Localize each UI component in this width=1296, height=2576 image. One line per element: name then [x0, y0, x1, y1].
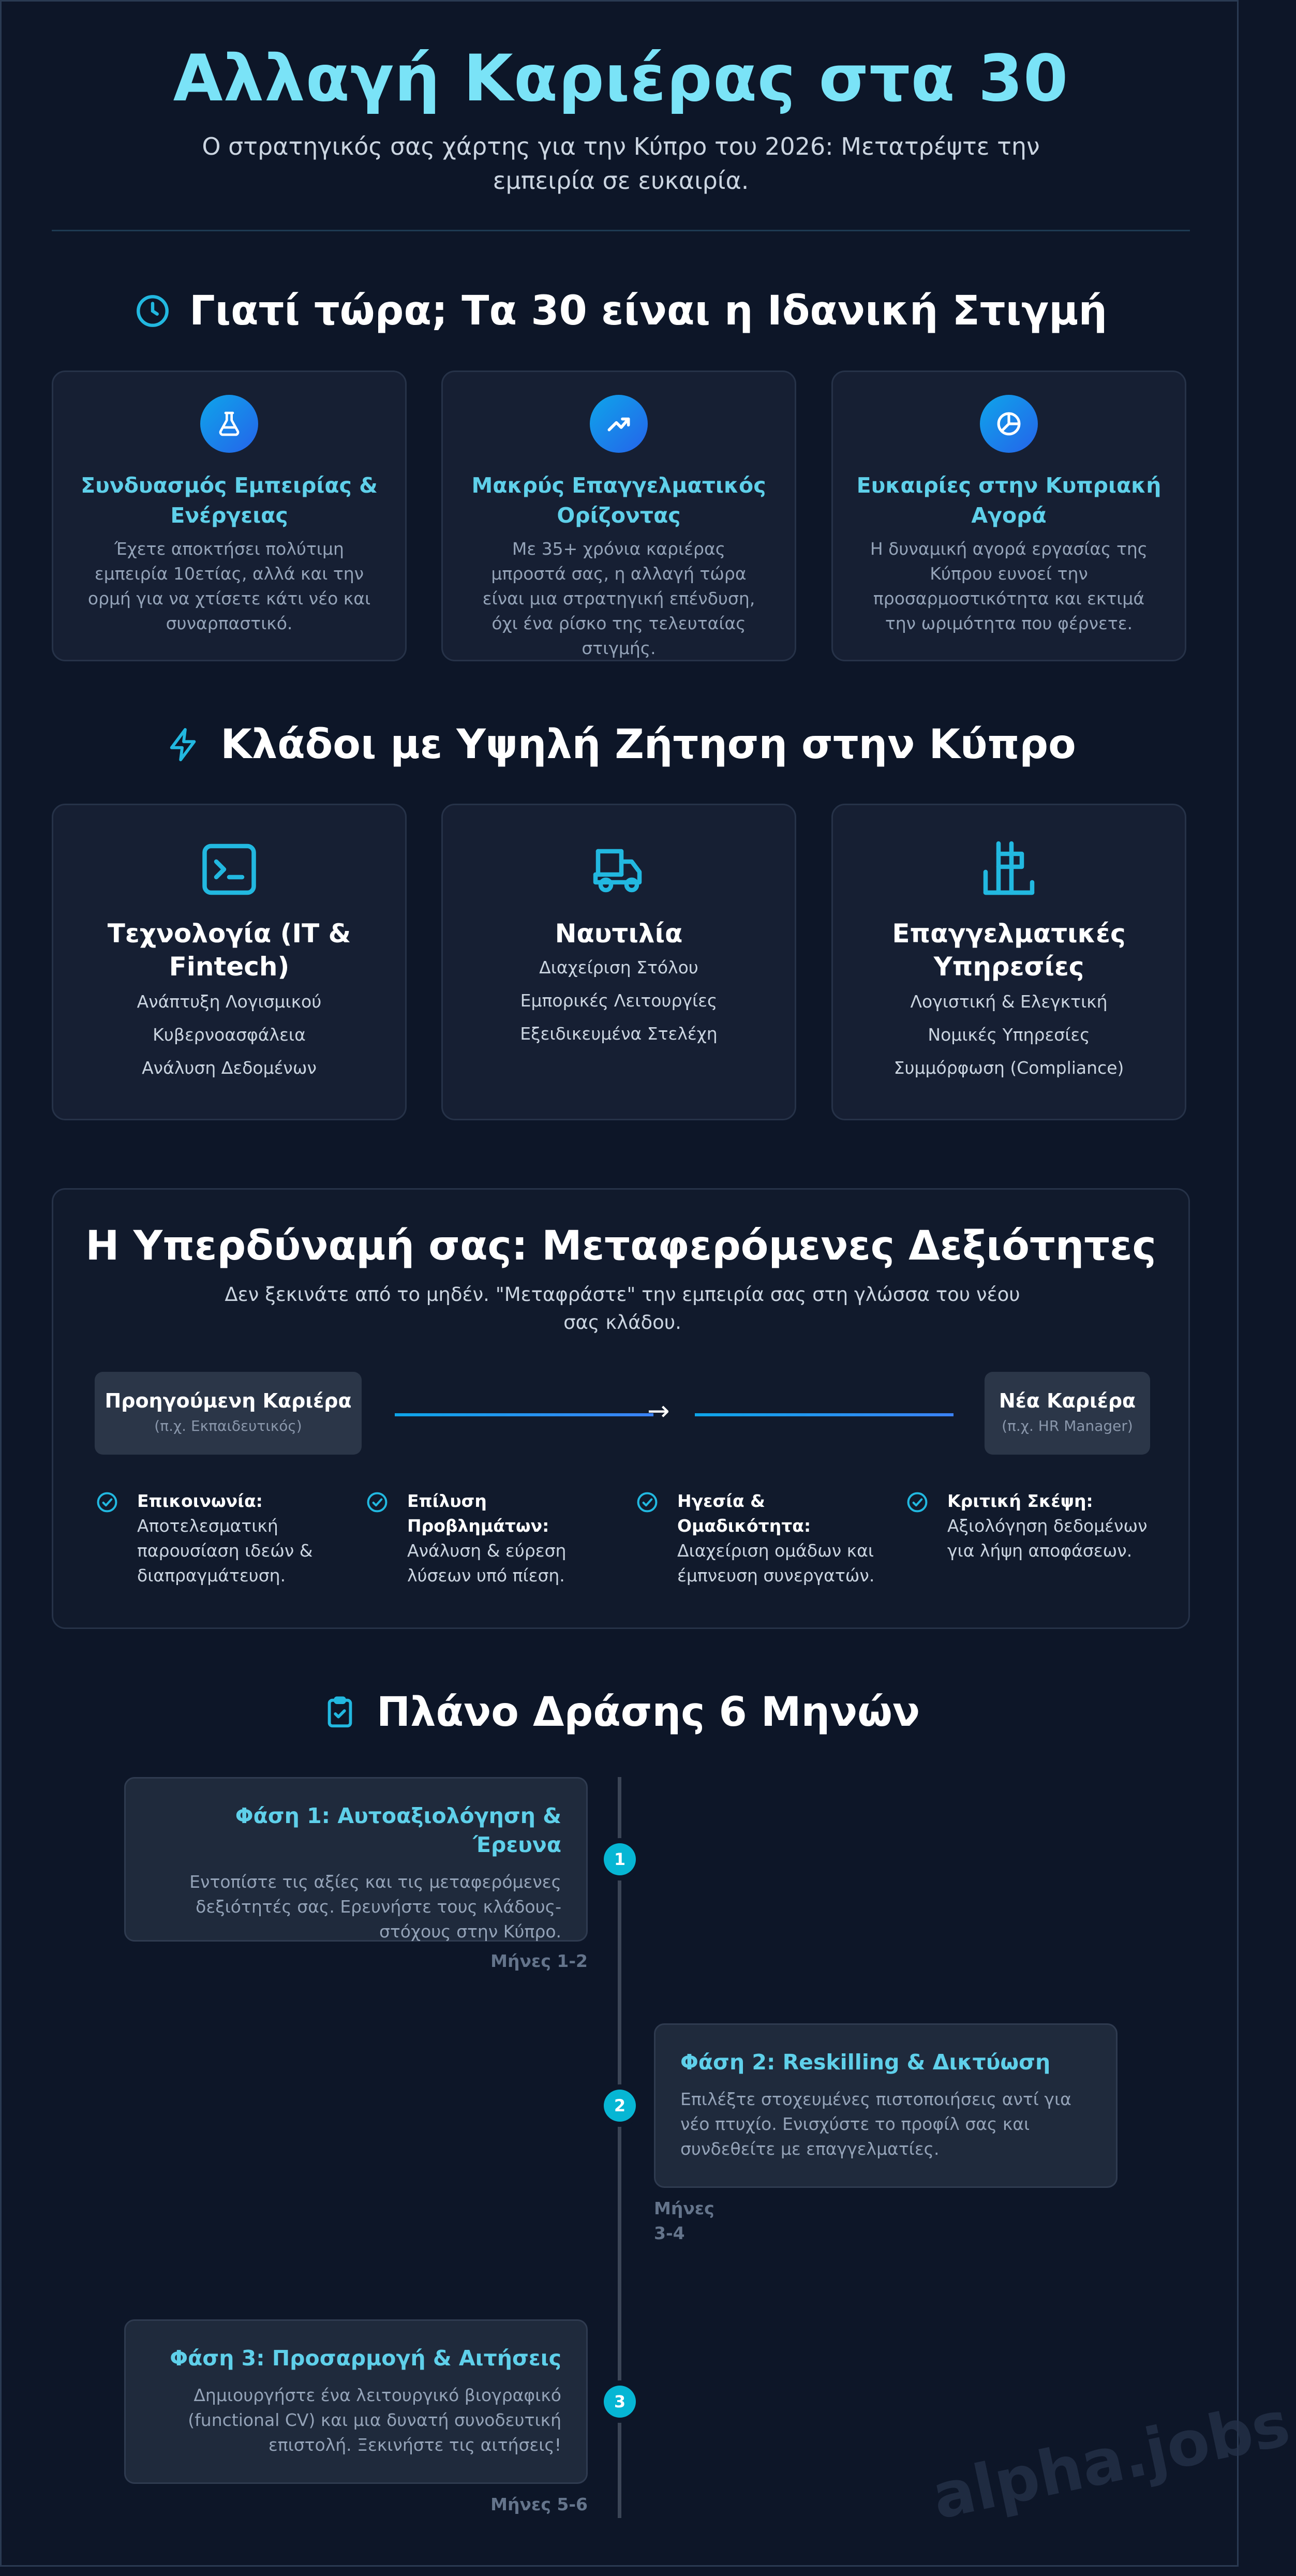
transition-arrow: → [647, 1396, 670, 1427]
sector-list [69, 985, 390, 1085]
previous-career-example: (π.χ. Εκπαιδευτικός) [154, 1417, 302, 1434]
skill-label: Κριτική Σκέψη: [947, 1491, 1093, 1511]
why-card-title: Ευκαιρίες στην Κυπριακή Αγορά [856, 473, 1161, 528]
why-card-text: Με 35+ χρόνια καριέρας μπροστά σας, η αλλαγή τώρα είναι μια στρατηγική επένδυση, όχι ένα ρίσκο της τελευταίας στιγμής. [482, 539, 755, 658]
transition-line-left [395, 1413, 653, 1416]
phase-months: Μήνες 5-6 [490, 2494, 588, 2514]
sector-item: Διαχείριση Στόλου [539, 957, 698, 978]
transferable-skills-card [52, 1188, 1190, 1629]
sector-item: Εξειδικευμένα Στελέχη [520, 1024, 718, 1044]
plan-heading [0, 1689, 1242, 1736]
check-circle-icon [636, 1491, 659, 1514]
clipboard-check-icon [322, 1694, 358, 1730]
phase-title: Φάση 2: Reskilling & Δικτύωση [680, 2050, 1051, 2075]
sector-item: Ανάπτυξη Λογισμικού [137, 991, 322, 1012]
plan-heading-text: Πλάνο Δράσης 6 Μηνών [376, 1689, 920, 1736]
skill-text: Αποτελεσματική παρουσίαση ιδεών & διαπραγμάτευση. [137, 1516, 313, 1586]
sector-item: Κυβερνοασφάλεια [153, 1025, 306, 1045]
watermark-logo: alpha.jobs [926, 2388, 1296, 2534]
sector-item: Ανάλυση Δεδομένων [142, 1058, 317, 1078]
skill-text: Αξιολόγηση δεδομένων για λήψη αποφάσεων. [947, 1516, 1148, 1561]
truck-icon [588, 838, 650, 900]
phase-dot-3: 3 [604, 2386, 636, 2418]
sectors-heading [0, 721, 1242, 768]
phase-title: Φάση 1: Αυτοαξιολόγηση & Έρευνα [235, 1803, 561, 1857]
phase-dot-1: 1 [604, 1843, 636, 1875]
sector-title: Ναυτιλία [555, 919, 683, 949]
phase-text: Δημιουργήστε ένα λειτουργικό βιογραφικό (functional CV) και μια δυνατή συνοδευτική επιστολή. Ξεκινήστε τις αιτήσεις! [188, 2385, 561, 2455]
sectors-heading-text: Κλάδοι με Υψηλή Ζήτηση στην Κύπρο [220, 721, 1076, 768]
flask-icon [200, 395, 258, 453]
page-title: Αλλαγή Καριέρας στα 30 [173, 41, 1069, 116]
transition-line-right [695, 1413, 954, 1416]
why-heading [0, 288, 1242, 334]
skill-label: Ηγεσία & Ομαδικότητα: [677, 1491, 811, 1536]
trending-up-icon [590, 395, 648, 453]
why-card-horizon [441, 371, 796, 661]
lightning-icon [166, 727, 202, 763]
why-card-text: Η δυναμική αγορά εργασίας της Κύπρου ευνοεί την προσαρμοστικότητα και εκτιμά την ωριμότητα που φέρνετε. [870, 539, 1148, 633]
new-career-title: Νέα Καριέρα [999, 1389, 1136, 1412]
skill-text: Ανάλυση & εύρεση λύσεων υπό πίεση. [407, 1541, 567, 1586]
phase-text: Εντοπίστε τις αξίες και τις μεταφερόμενες δεξιότητές σας. Ερευνήστε τους κλάδους-στόχους στην Κύπρο. [189, 1872, 561, 1942]
why-card-title: Συνδυασμός Εμπειρίας & Ενέργειας [81, 473, 378, 528]
phase-dot-2: 2 [604, 2090, 636, 2122]
header-divider [52, 230, 1190, 231]
sector-list [458, 951, 779, 1050]
sector-item: Συμμόρφωση (Compliance) [893, 1058, 1124, 1078]
page-subtitle: Ο στρατηγικός σας χάρτης για την Κύπρο του 2026: Μετατρέψτε την εμπειρία σε ευκαιρία. [202, 132, 1040, 195]
pie-chart-icon [980, 395, 1038, 453]
phase-months: Μήνες 3-4 [654, 2198, 714, 2243]
why-card-market [831, 371, 1186, 661]
phase-card-2 [654, 2023, 1118, 2188]
phase-card-1 [124, 1777, 588, 1942]
check-circle-icon [96, 1491, 118, 1514]
sector-title: Τεχνολογία (IT & Fintech) [107, 919, 351, 982]
sector-card-services [831, 804, 1186, 1120]
transfer-title: Η Υπερδύναμή σας: Μεταφερόμενες Δεξιότητες [85, 1223, 1156, 1269]
phase-title: Φάση 3: Προσαρμογή & Αιτήσεις [170, 2346, 561, 2371]
why-card-title: Μακρύς Επαγγελματικός Ορίζοντας [471, 473, 766, 528]
sector-item: Εμπορικές Λειτουργίες [520, 990, 718, 1011]
new-career-pill [985, 1372, 1150, 1455]
new-career-example: (π.χ. HR Manager) [1002, 1417, 1133, 1434]
terminal-icon [198, 838, 260, 900]
check-circle-icon [906, 1491, 929, 1514]
skill-label: Επικοινωνία: [137, 1491, 263, 1511]
phase-text: Επιλέξτε στοχευμένες πιστοποιήσεις αντί για νέο πτυχίο. Ενισχύστε το προφίλ σας και συνδεθείτε με επαγγελματίες. [680, 2089, 1071, 2159]
skill-label: Επίλυση Προβλημάτων: [407, 1491, 549, 1536]
briefcase-icon [978, 838, 1040, 900]
previous-career-pill [95, 1372, 362, 1455]
why-card-experience [52, 371, 407, 661]
sector-card-shipping [441, 804, 796, 1120]
phase-months: Μήνες 1-2 [490, 1951, 588, 1971]
check-circle-icon [366, 1491, 389, 1514]
sector-item: Λογιστική & Ελεγκτική [910, 991, 1108, 1012]
clock-icon [135, 293, 171, 329]
skill-text: Διαχείριση ομάδων και έμπνευση συνεργατών. [677, 1541, 875, 1586]
transfer-subtitle: Δεν ξεκινάτε από το μηδέν. "Μεταφράστε" την εμπειρία σας στη γλώσσα του νέου σας κλάδου. [225, 1283, 1020, 1334]
sector-list [848, 985, 1169, 1085]
phase-card-3 [124, 2319, 588, 2484]
why-heading-text: Γιατί τώρα; Τα 30 είναι η Ιδανική Στιγμή [189, 288, 1108, 334]
sector-item: Νομικές Υπηρεσίες [928, 1025, 1090, 1045]
previous-career-title: Προηγούμενη Καριέρα [105, 1389, 352, 1412]
sector-card-tech [52, 804, 407, 1120]
sector-title: Επαγγελματικές Υπηρεσίες [892, 919, 1126, 982]
why-card-text: Έχετε αποκτήσει πολύτιμη εμπειρία 10ετίας, αλλά και την ορμή για να χτίσετε κάτι νέο και συναρπαστικό. [87, 539, 371, 633]
